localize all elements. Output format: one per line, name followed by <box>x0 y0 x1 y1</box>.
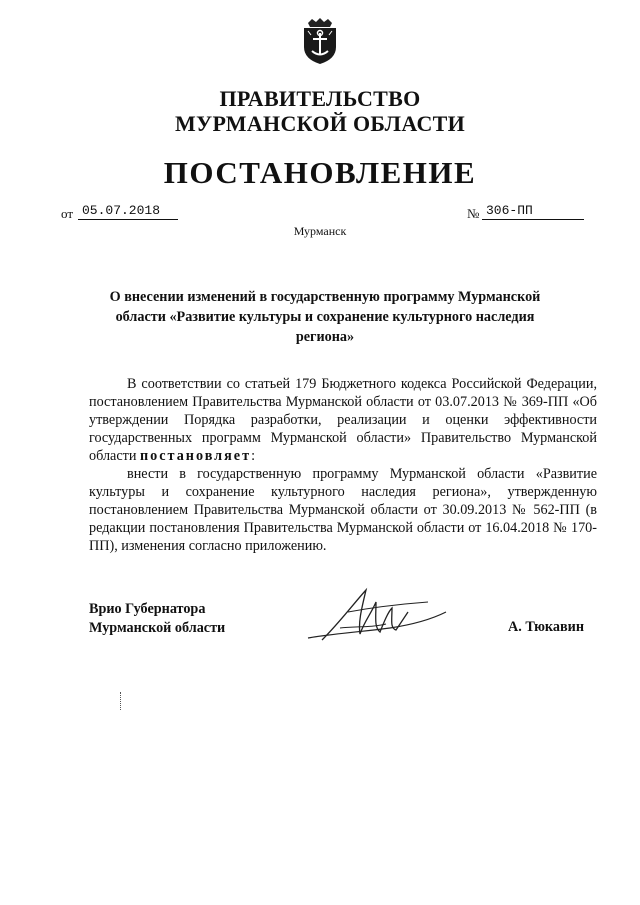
resolution-keyword: постановляет <box>139 448 252 464</box>
document-subject: О внесении изменений в государственную программу Мурманской области «Развитие культуры и сохранение культурного наследия региона» <box>109 289 541 345</box>
signatory-title-line1: Врио Губернатора <box>89 601 206 617</box>
handwritten-signature-icon <box>300 582 450 652</box>
body-paragraph-1 <box>89 375 597 465</box>
scan-mark <box>120 692 122 710</box>
signatory-name: А. Тюкавин <box>508 619 585 635</box>
document-date: 05.07.2018 <box>78 203 178 220</box>
paragraph-1-text: В соответствии со статьей 179 Бюджетного кодекса Российской Федерации, постановлением Правительства Мурманской области от 03.07.2013 № 369-ПП «Об утверждении Порядка разработки, реализации и оценки эффективности государственных программ Мурманской области» Правительство Мурманской области <box>89 376 597 464</box>
body-paragraph-2: внести в государственную программу Мурманской области «Развитие культуры и сохранение культурного наследия региона», утвержденную постановлением Правительства Мурманской области от 30.09.2013 № 562-ПП (в редакции постановления Правительства Мурманской области от 16.04.2018 № 170-ПП), изменения согласно приложению. <box>89 466 597 554</box>
org-name-line2: МУРМАНСКОЙ ОБЛАСТИ <box>174 111 466 136</box>
document-type-title: ПОСТАНОВЛЕНИЕ <box>163 155 477 190</box>
number-prefix: № <box>467 206 480 221</box>
coat-of-arms-icon <box>300 17 340 65</box>
signatory-title <box>89 600 225 638</box>
city-name: Мурманск <box>293 224 347 238</box>
document-body <box>89 375 597 555</box>
signatory-title-line2: Мурманской области <box>89 620 226 636</box>
resolution-colon: : <box>251 448 256 464</box>
date-prefix: от <box>61 206 74 221</box>
org-name-line1: ПРАВИТЕЛЬСТВО <box>219 86 421 111</box>
document-number: 306-ПП <box>482 203 584 220</box>
